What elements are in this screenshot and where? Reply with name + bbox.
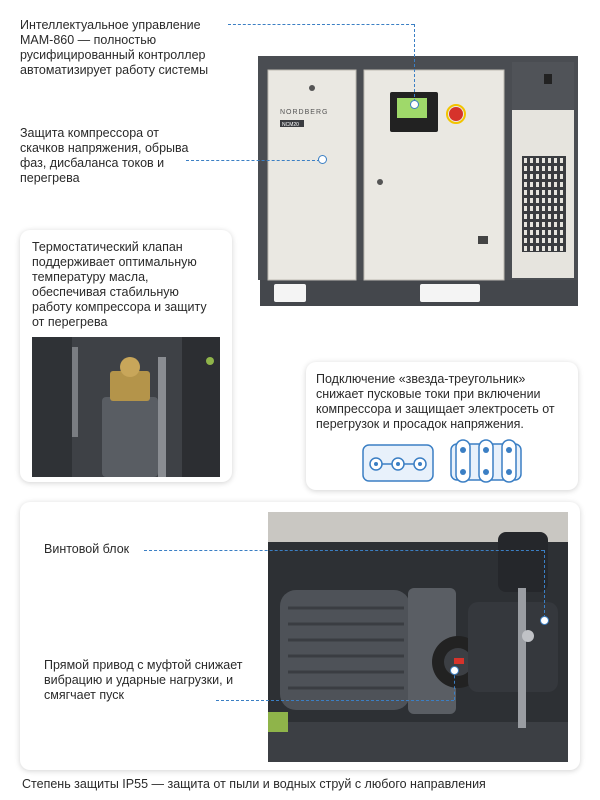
star-connection-icon bbox=[362, 444, 434, 482]
leader-line-controller bbox=[228, 24, 414, 25]
callout-star-delta: Подключение «звезда-треугольник» снижает пусковые токи при включении компрессора и защищает электросеть от перегрузок и просадок напряжения. bbox=[316, 372, 555, 431]
leader-line-screw-block-drop bbox=[544, 550, 545, 618]
footer-ip55: Степень защиты IP55 — защита от пыли и водных струй с любого направления bbox=[22, 777, 486, 791]
valve-photo bbox=[32, 337, 220, 477]
callout-screw-block: Винтовой блок bbox=[44, 542, 130, 556]
marker-screw-block bbox=[540, 616, 549, 625]
marker-protection bbox=[318, 155, 327, 164]
callout-protection: Защита компрессора от скачков напряжения, обрыва фаз, дисбаланса токов и перегрева bbox=[20, 126, 189, 185]
leader-line-screw-block bbox=[144, 550, 544, 551]
compressor-photo bbox=[250, 48, 590, 318]
model-badge: NCM20 bbox=[282, 122, 299, 128]
card-star-delta bbox=[306, 362, 578, 490]
card-drive bbox=[20, 502, 580, 770]
leader-line-controller-drop bbox=[414, 24, 415, 102]
card-thermostatic-valve bbox=[20, 230, 232, 482]
callout-direct-drive: Прямой привод с муфтой снижает вибрацию и ударные нагрузки, и смягчает пуск bbox=[44, 658, 243, 702]
marker-direct-drive bbox=[450, 666, 459, 675]
callout-controller: Интеллектуальное управление МАМ-860 — полностью русифицированный контроллер автоматизирует работу системы bbox=[20, 18, 209, 77]
leader-line-direct-drive bbox=[216, 700, 454, 701]
brand-logo: NORDBERG bbox=[280, 109, 329, 116]
marker-controller bbox=[410, 100, 419, 109]
delta-connection-icon bbox=[450, 438, 522, 484]
leader-line-protection bbox=[186, 160, 320, 161]
callout-valve: Термостатический клапан поддерживает оптимальную температуру масла, обеспечивая стабильную работу компрессора и защиту от перегрева bbox=[32, 240, 207, 329]
